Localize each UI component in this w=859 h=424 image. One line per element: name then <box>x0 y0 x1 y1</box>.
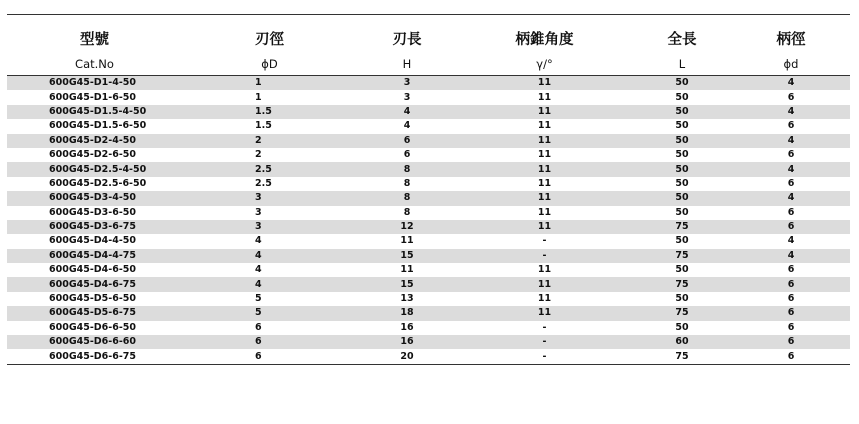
cell-cutting-diameter: 3 <box>182 191 357 205</box>
cell-shank-diameter: 4 <box>732 249 850 263</box>
table-row <box>7 321 850 335</box>
cell-cutting-diameter: 3 <box>255 206 262 218</box>
cell-taper-angle: - <box>542 235 547 247</box>
cell-cutting-length: 6 <box>357 134 457 148</box>
cell-overall-length: 75 <box>632 349 732 364</box>
cell-taper-angle: - <box>457 349 632 364</box>
cell-cutting-length: 11 <box>400 235 414 247</box>
table-row <box>7 306 850 320</box>
cell-taper-angle: 11 <box>457 105 632 119</box>
cell-overall-length: 50 <box>632 76 732 91</box>
cell-taper-angle: - <box>457 249 632 263</box>
header-overall-length: 全長 <box>632 15 732 54</box>
subheader-cutting-diameter: ϕD <box>182 53 357 76</box>
cell-cat-no: 600G45-D6-6-50 <box>49 321 137 333</box>
table-row <box>7 90 850 104</box>
table-body <box>7 76 850 365</box>
table-row <box>7 335 850 349</box>
cell-cutting-diameter: 2 <box>255 149 262 161</box>
cell-cat-no: 600G45-D5-6-75 <box>7 306 182 320</box>
cell-shank-diameter: 6 <box>787 91 795 103</box>
cell-cutting-length: 3 <box>357 76 457 91</box>
subheader-taper-angle: γ/° <box>457 53 632 76</box>
cell-cutting-length: 20 <box>357 349 457 364</box>
cell-cutting-length: 13 <box>400 293 414 305</box>
cell-cutting-length: 4 <box>403 120 411 132</box>
cell-cat-no: 600G45-D1.5-4-50 <box>7 105 182 119</box>
cell-cat-no: 600G45-D2.5-6-50 <box>49 177 147 189</box>
cell-taper-angle: 11 <box>537 293 552 305</box>
cell-taper-angle: 11 <box>457 191 632 205</box>
cell-cutting-diameter: 4 <box>182 277 357 291</box>
cell-cutting-length: 16 <box>400 321 414 333</box>
cell-cutting-diameter: 1.5 <box>182 105 357 119</box>
cell-cutting-diameter: 1 <box>255 91 262 103</box>
cell-cat-no: 600G45-D2-4-50 <box>7 134 182 148</box>
cell-cutting-length: 8 <box>357 191 457 205</box>
cell-shank-diameter: 6 <box>787 321 795 333</box>
cell-shank-diameter: 4 <box>732 191 850 205</box>
cell-cutting-diameter: 6 <box>255 321 262 333</box>
cell-cutting-length: 16 <box>357 335 457 349</box>
header-shank-diameter: 柄徑 <box>732 15 850 54</box>
cell-overall-length: 50 <box>675 206 689 218</box>
cell-cutting-length: 3 <box>403 91 411 103</box>
cell-cat-no: 600G45-D1-4-50 <box>7 76 182 91</box>
cell-taper-angle: 11 <box>457 277 632 291</box>
cell-cat-no: 600G45-D4-4-75 <box>7 249 182 263</box>
cell-cutting-length: 15 <box>357 277 457 291</box>
cell-taper-angle: 11 <box>537 149 552 161</box>
cell-shank-diameter: 4 <box>732 134 850 148</box>
header-cat-no: 型號 <box>7 15 182 54</box>
cell-taper-angle: 11 <box>537 120 552 132</box>
cell-cat-no: 600G45-D4-4-50 <box>49 235 137 247</box>
table-row <box>7 220 850 234</box>
cell-cutting-diameter: 6 <box>182 335 357 349</box>
header-taper-angle: 柄錐角度 <box>457 15 632 54</box>
subheader-cat-no: Cat.No <box>7 53 182 76</box>
subheader-overall-length: L <box>632 53 732 76</box>
cell-cutting-diameter: 6 <box>182 349 357 364</box>
cell-cutting-diameter: 4 <box>255 264 262 276</box>
subheader-cutting-length: H <box>357 53 457 76</box>
cell-taper-angle: 11 <box>457 76 632 91</box>
cell-overall-length: 75 <box>632 277 732 291</box>
cell-cutting-length: 11 <box>400 264 414 276</box>
cell-shank-diameter: 6 <box>732 335 850 349</box>
cell-cutting-length: 18 <box>357 306 457 320</box>
cell-overall-length: 75 <box>632 220 732 234</box>
cell-cutting-diameter: 2 <box>182 134 357 148</box>
cell-cat-no: 600G45-D3-4-50 <box>7 191 182 205</box>
cell-overall-length: 50 <box>675 321 689 333</box>
cell-overall-length: 50 <box>675 120 689 132</box>
cell-shank-diameter: 6 <box>732 220 850 234</box>
cell-overall-length: 50 <box>675 91 689 103</box>
cell-cutting-length: 12 <box>357 220 457 234</box>
cell-taper-angle: - <box>542 321 547 333</box>
cell-shank-diameter: 6 <box>787 264 795 276</box>
cell-cat-no: 600G45-D6-6-60 <box>7 335 182 349</box>
table-row <box>7 134 850 148</box>
cell-overall-length: 75 <box>632 249 732 263</box>
header-row-chinese <box>7 15 850 54</box>
table-row <box>7 277 850 291</box>
table-row <box>7 349 850 364</box>
table-row <box>7 119 850 133</box>
cell-overall-length: 50 <box>675 264 689 276</box>
cell-taper-angle: 11 <box>537 91 552 103</box>
cell-overall-length: 50 <box>632 134 732 148</box>
table-row <box>7 292 850 306</box>
cell-shank-diameter: 6 <box>787 293 795 305</box>
table-row <box>7 105 850 119</box>
cell-shank-diameter: 4 <box>787 235 795 247</box>
cell-cutting-diameter: 1.5 <box>255 120 272 132</box>
cell-cat-no: 600G45-D1.5-6-50 <box>49 120 147 132</box>
cell-overall-length: 50 <box>675 149 689 161</box>
cell-shank-diameter: 6 <box>732 306 850 320</box>
table-row <box>7 234 850 248</box>
cell-cat-no: 600G45-D3-6-50 <box>49 206 137 218</box>
cell-shank-diameter: 4 <box>732 76 850 91</box>
cell-cutting-diameter: 2.5 <box>182 162 357 176</box>
table-row <box>7 177 850 191</box>
table-row <box>7 162 850 176</box>
cell-shank-diameter: 6 <box>787 177 795 189</box>
cell-cutting-diameter: 1 <box>182 76 357 91</box>
table-header <box>7 15 850 76</box>
cell-taper-angle: 11 <box>537 264 552 276</box>
cell-cat-no: 600G45-D3-6-75 <box>7 220 182 234</box>
cell-taper-angle: 11 <box>457 162 632 176</box>
subheader-shank-diameter: ϕd <box>732 53 850 76</box>
cell-shank-diameter: 6 <box>787 149 795 161</box>
cell-overall-length: 60 <box>632 335 732 349</box>
cell-taper-angle: 11 <box>457 220 632 234</box>
spec-table <box>7 14 850 365</box>
cell-taper-angle: 11 <box>537 206 552 218</box>
cell-overall-length: 50 <box>632 191 732 205</box>
cell-taper-angle: 11 <box>457 134 632 148</box>
cell-cutting-length: 8 <box>403 177 411 189</box>
header-cutting-diameter: 刃徑 <box>182 15 357 54</box>
cell-cat-no: 600G45-D2.5-4-50 <box>7 162 182 176</box>
cell-cutting-diameter: 3 <box>182 220 357 234</box>
table-row <box>7 76 850 91</box>
cell-overall-length: 50 <box>632 162 732 176</box>
table-row <box>7 263 850 277</box>
cell-cutting-diameter: 5 <box>255 293 262 305</box>
table-row <box>7 249 850 263</box>
table-row <box>7 206 850 220</box>
cell-cat-no: 600G45-D6-6-75 <box>7 349 182 364</box>
cell-cutting-length: 8 <box>357 162 457 176</box>
header-cutting-length: 刃長 <box>357 15 457 54</box>
cell-overall-length: 75 <box>632 306 732 320</box>
cell-overall-length: 50 <box>632 105 732 119</box>
cell-overall-length: 50 <box>675 177 689 189</box>
cell-overall-length: 50 <box>675 235 689 247</box>
cell-cutting-diameter: 5 <box>182 306 357 320</box>
table-row <box>7 191 850 205</box>
cell-cutting-length: 15 <box>357 249 457 263</box>
cell-taper-angle: 11 <box>537 177 552 189</box>
cell-shank-diameter: 6 <box>732 277 850 291</box>
cell-cat-no: 600G45-D4-6-50 <box>49 264 137 276</box>
cell-cutting-diameter: 4 <box>182 249 357 263</box>
cell-overall-length: 50 <box>675 293 689 305</box>
cell-taper-angle: 11 <box>457 306 632 320</box>
cell-cutting-length: 8 <box>403 206 411 218</box>
cell-cutting-length: 6 <box>403 149 411 161</box>
cell-cat-no: 600G45-D1-6-50 <box>49 91 137 103</box>
table-row <box>7 148 850 162</box>
cell-cat-no: 600G45-D4-6-75 <box>7 277 182 291</box>
cell-shank-diameter: 6 <box>787 206 795 218</box>
cell-cutting-diameter: 4 <box>255 235 262 247</box>
cell-shank-diameter: 4 <box>732 105 850 119</box>
cell-cat-no: 600G45-D2-6-50 <box>49 149 137 161</box>
cell-cat-no: 600G45-D5-6-50 <box>49 293 137 305</box>
cell-shank-diameter: 6 <box>787 120 795 132</box>
cell-cutting-length: 4 <box>357 105 457 119</box>
cell-taper-angle: - <box>457 335 632 349</box>
cell-cutting-diameter: 2.5 <box>255 177 272 189</box>
cell-shank-diameter: 4 <box>732 162 850 176</box>
header-row-symbols <box>7 53 850 76</box>
cell-shank-diameter: 6 <box>732 349 850 364</box>
